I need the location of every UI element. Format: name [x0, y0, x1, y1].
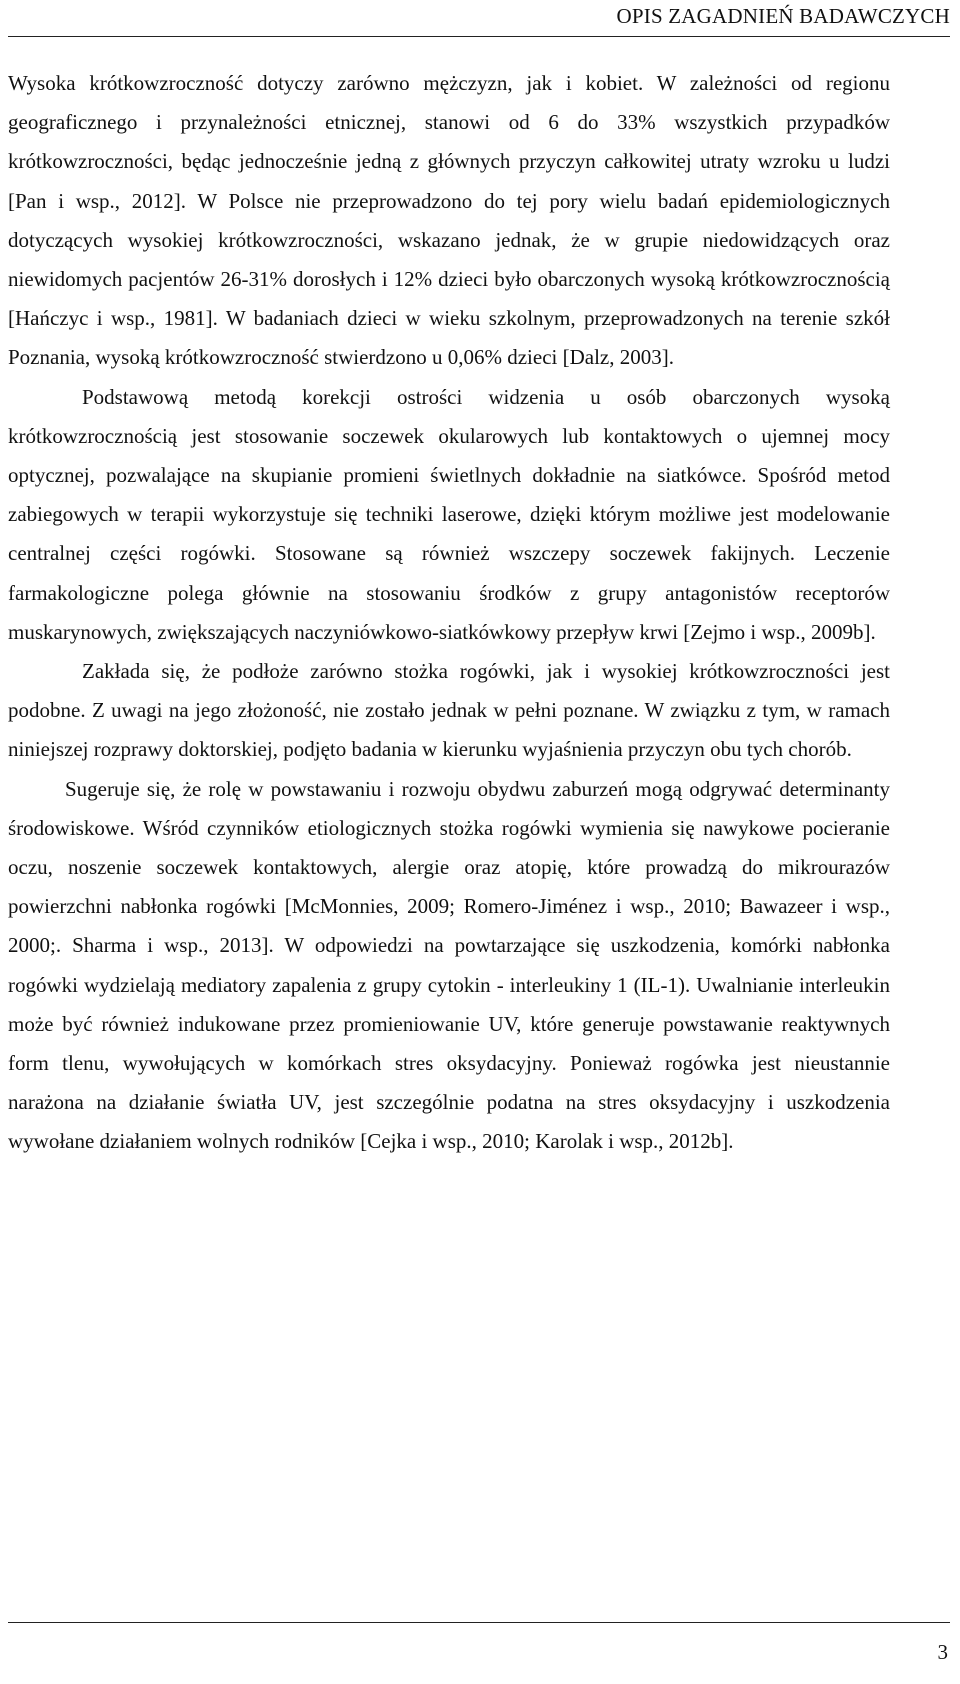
paragraph-4: Sugeruje się, że rolę w powstawaniu i rozwoju obydwu zaburzeń mogą odgrywać determinanty środowiskowe. Wśród czynników etiologicznych stożka rogówki wymienia się nawykowe pocieranie oczu, noszenie soczewek kontaktowych, alergie oraz atopię, które prowadzą do mikrourazów powierzchni nabłonka rogówki [McMonnies, 2009; Romero-Jiménez i wsp., 2010; Bawazeer i wsp., 2000;. Sharma i wsp., 2013]. W odpowiedzi na powtarzające się uszkodzenia, komórki nabłonka rogówki wydzielają mediatory zapalenia z grupy cytokin - interleukiny 1 (IL-1). Uwalnianie interleukin może być również indukowane przez promieniowanie UV, które generuje powstawanie reaktywnych form tlenu, wywołujących w komórkach stres oksydacyjny. Ponieważ rogówka jest nieustannie narażona na działanie światła UV, jest szczególnie podatna na stres oksydacyjny i uszkodzenia wywołane działaniem wolnych rodników [Cejka i wsp., 2010; Karolak i wsp., 2012b].	[8, 776, 890, 1154]
footer-divider	[8, 1622, 950, 1623]
paragraph-2: Podstawową metodą korekcji ostrości widzenia u osób obarczonych wysoką krótkowzrocznością jest stosowanie soczewek okularowych lub kontaktowych o ujemnej mocy optycznej, pozwalające na skupianie promieni świetlnych dokładnie na siatkówce. Spośród metod zabiegowych w terapii wykorzystuje się techniki laserowe, dzięki którym możliwe jest modelowanie centralnej części rogówki. Stosowane są również wszczepy soczewek fakijnych. Leczenie farmakologiczne polega głównie na stosowaniu środków z grupy antagonistów receptorów muskarynowych, zwiększających naczyniówkowo-siatkówkowy przepływ krwi [Zejmo i wsp., 2009b].	[8, 384, 890, 644]
page-number: 3	[937, 1640, 948, 1664]
header-divider	[8, 36, 950, 37]
page-header	[0, 0, 960, 40]
paragraph-1: Wysoka krótkowzroczność dotyczy zarówno mężczyzn, jak i kobiet. W zależności od regionu geograficznego i przynależności etnicznej, stanowi od 6 do 33% wszystkich przypadków krótkowzroczności, będąc jednocześnie jedną z głównych przyczyn całkowitej utraty wzroku u ludzi [Pan i wsp., 2012]. W Polsce nie przeprowadzono do tej pory wielu badań epidemiologicznych dotyczących wysokiej krótkowzroczności, wskazano jednak, że w grupie niedowidzących oraz niewidomych pacjentów 26-31% dorosłych i 12% dzieci było obarczonych wysoką krótkowzrocznością [Hańczyc i wsp., 1981]. W badaniach dzieci w wieku szkolnym, przeprowadzonych na terenie szkół Poznania, wysoką krótkowzroczność stwierdzono u 0,06% dzieci [Dalz, 2003].	[8, 71, 890, 370]
paragraph-3: Zakłada się, że podłoże zarówno stożka rogówki, jak i wysokiej krótkowzroczności jest podobne. Z uwagi na jego złożoność, nie zostało jednak w pełni poznane. W związku z tym, w ramach niniejszej rozprawy doktorskiej, podjęto badania w kierunku wyjaśnienia przyczyn obu tych chorób.	[8, 659, 890, 762]
running-header-title: OPIS ZAGADNIEŃ BADAWCZYCH	[616, 4, 950, 28]
body-text	[8, 64, 890, 1162]
